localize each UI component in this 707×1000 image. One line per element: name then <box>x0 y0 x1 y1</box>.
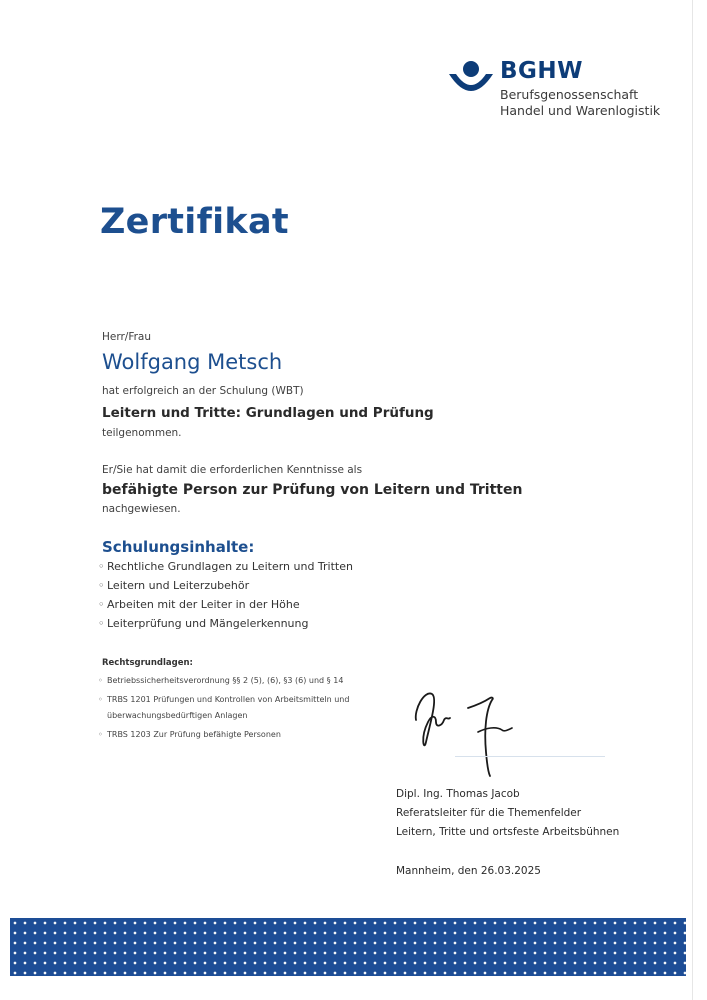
qualification-title: befähigte Person zur Prüfung von Leitern und Tritten <box>102 482 523 498</box>
completion-text: hat erfolgreich an der Schulung (WBT) <box>102 385 304 397</box>
contents-list <box>98 557 353 633</box>
list-item: ◦ Leiterprüfung und Mängelerkennung <box>98 614 353 633</box>
list-item: ◦ Betriebssicherheitsverordnung §§ 2 (5), (6), §3 (6) und § 14 <box>98 673 349 689</box>
signatory-role-line2: Leitern, Tritte und ortsfeste Arbeitsbühnen <box>396 826 620 838</box>
list-item: ◦ Arbeiten mit der Leiter in der Höhe <box>98 595 353 614</box>
logo-name: BGHW <box>500 58 584 84</box>
knowledge-text: Er/Sie hat damit die erforderlichen Kenntnisse als <box>102 464 363 476</box>
list-item: ◦ TRBS 1201 Prüfungen und Kontrollen von Arbeitsmitteln und <box>98 692 349 708</box>
salutation: Herr/Frau <box>102 331 152 343</box>
bullet-icon: ◦ <box>98 598 105 611</box>
bullet-icon: ◦ <box>98 676 103 685</box>
signatory-name: Dipl. Ing. Thomas Jacob <box>396 788 520 800</box>
list-item: überwachungsbedürftigen Anlagen <box>107 711 248 720</box>
list-item: ◦ Leitern und Leiterzubehör <box>98 576 353 595</box>
signature-line <box>455 756 605 757</box>
list-item: ◦ Rechtliche Grundlagen zu Leitern und Tritten <box>98 557 353 576</box>
bullet-icon: ◦ <box>98 730 103 739</box>
bghw-logo <box>448 60 698 130</box>
course-title: Leitern und Tritte: Grundlagen und Prüfung <box>102 405 434 421</box>
participant-name: Wolfgang Metsch <box>102 350 283 374</box>
footer-dotted-band <box>10 918 686 976</box>
legal-list <box>98 673 349 743</box>
certificate-title: Zertifikat <box>100 202 289 242</box>
legal-heading: Rechtsgrundlagen: <box>102 658 193 668</box>
contents-heading: Schulungsinhalte: <box>102 538 255 556</box>
proven-text: nachgewiesen. <box>102 503 181 515</box>
scan-edge-line <box>692 0 693 1000</box>
list-item: ◦ TRBS 1203 Zur Prüfung befähigte Personen <box>98 727 349 743</box>
logo-subtitle-line1: Berufsgenossenschaft <box>500 87 639 102</box>
bullet-icon: ◦ <box>98 617 105 630</box>
participated-text: teilgenommen. <box>102 427 182 439</box>
bullet-icon: ◦ <box>98 579 105 592</box>
logo-subtitle-line2: Handel und Warenlogistik <box>500 103 661 118</box>
bghw-logo-mark-icon <box>448 60 494 100</box>
bullet-icon: ◦ <box>98 695 103 704</box>
bullet-icon: ◦ <box>98 560 105 573</box>
place-date: Mannheim, den 26.03.2025 <box>396 865 541 877</box>
handwritten-signature <box>408 680 518 780</box>
signatory-role-line1: Referatsleiter für die Themenfelder <box>396 807 582 819</box>
